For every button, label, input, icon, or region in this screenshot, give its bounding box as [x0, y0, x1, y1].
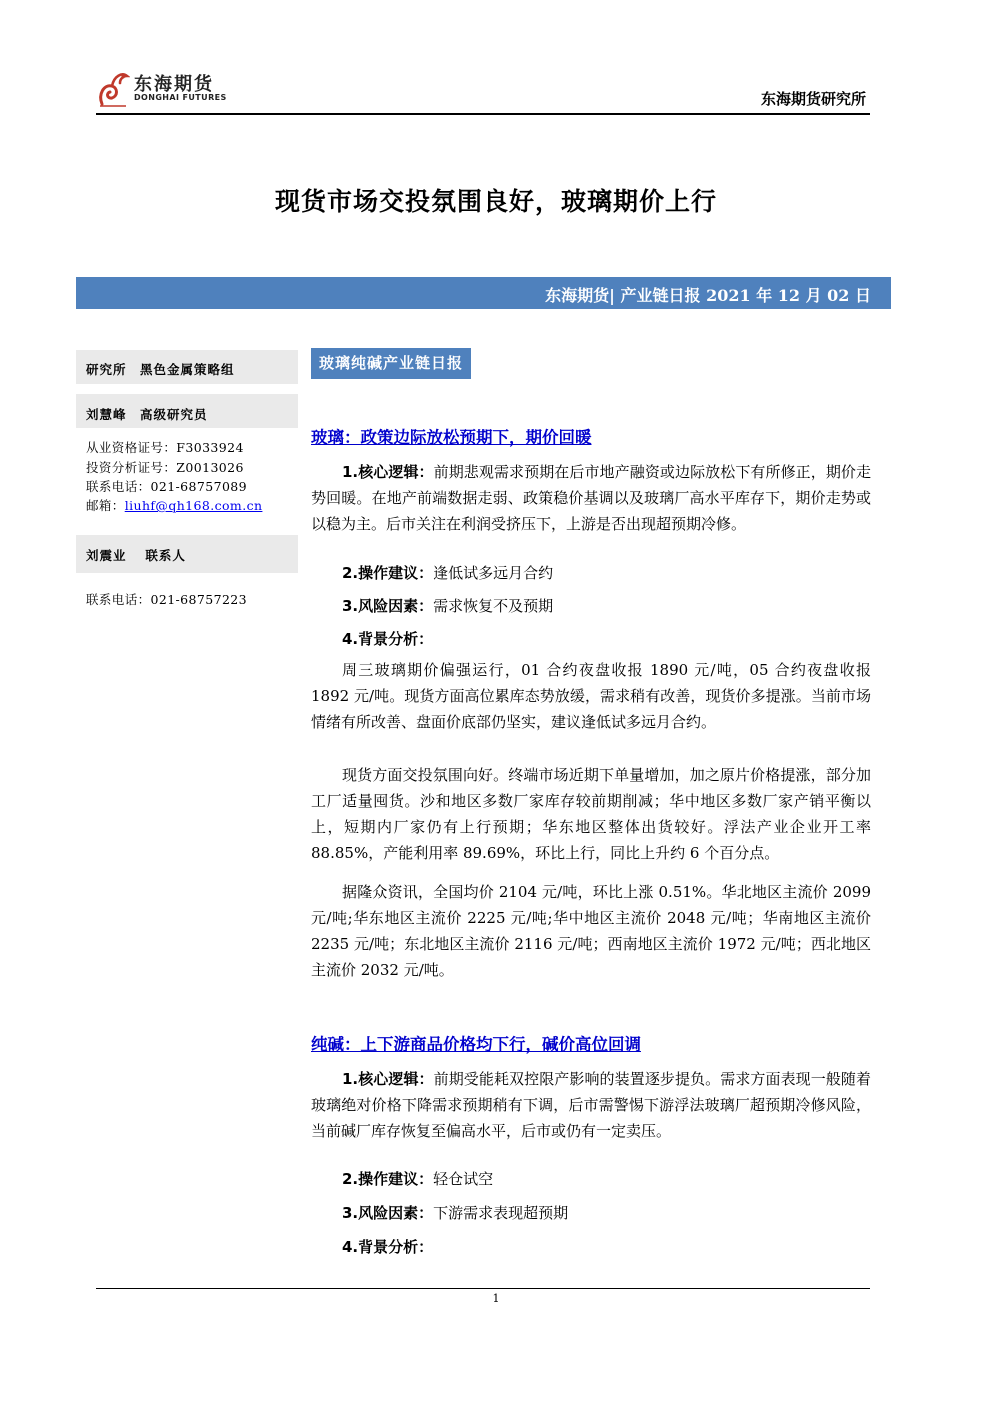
sidebar-phone1: 联系电话：021-68757089	[86, 479, 248, 494]
glass-logic-label: 1.核心逻辑：	[342, 463, 434, 481]
soda-logic-label: 1.核心逻辑：	[342, 1070, 434, 1088]
glass-risk	[342, 595, 553, 616]
soda-section-heading[interactable]: 纯碱：上下游商品价格均下行，碱价高位回调	[311, 1035, 641, 1054]
soda-operation	[342, 1168, 493, 1189]
sidebar-email-label: 邮箱：	[86, 498, 125, 513]
soda-op-text: 轻仓试空	[433, 1170, 494, 1188]
glass-bg-paragraph-1: 周三玻璃期价偏强运行，01 合约夜盘收报 1890 元/吨，05 合约夜盘收报 1892 元/吨。现货方面高位累库态势放缓，需求稍有改善，现货价多提涨。当前市场情绪有所改善、盘面价底部仍坚实，建议逢低试多远月合约。	[311, 661, 871, 731]
report-category-tag: 玻璃纯碱产业链日报	[311, 348, 471, 379]
footer-divider	[96, 1288, 870, 1289]
glass-background	[342, 628, 433, 649]
soda-risk-text: 下游需求表现超预期	[433, 1204, 569, 1222]
glass-logic-text: 前期悲观需求预期在后市地产融资或边际放松下有所修正，期价走势回暖。在地产前端数据走弱、政策稳价基调以及玻璃厂高水平库存下，期价走势或以稳为主。后市关注在利润受挤压下，上游是否出现超预期冷修。	[311, 463, 871, 533]
glass-op-label: 2.操作建议：	[342, 564, 434, 582]
sidebar-phone2: 联系电话：021-68757223	[86, 592, 248, 607]
glass-section-heading[interactable]: 玻璃：政策边际放松预期下，期价回暖	[311, 428, 592, 447]
header-org-name: 东海期货研究所	[760, 90, 866, 108]
sidebar-analyst2-name: 刘震业 联系人	[86, 548, 186, 563]
glass-bg-paragraph-3: 据隆众资讯，全国均价 2104 元/吨，环比上涨 0.51%。华北地区主流价 2099 元/吨;华东地区主流价 2225 元/吨;华中地区主流价 2048 元/吨；华南地区主流价 2235 元/吨；东北地区主流价 2116 元/吨；西南地区主流价 1972 元/吨；西北地区主流价 2032 元/吨。	[311, 883, 871, 979]
glass-bg-label: 4.背景分析：	[342, 630, 434, 648]
soda-op-label: 2.操作建议：	[342, 1170, 434, 1188]
sidebar-dept: 研究所 黑色金属策略组	[86, 362, 235, 377]
glass-bg-paragraph-2: 现货方面交投氛围向好。终端市场近期下单量增加，加之原片价格提涨，部分加工厂适量囤货。沙和地区多数厂家库存较前期削减；华中地区多数厂家产销平衡以上，短期内厂家仍有上行预期；华东地区整体出货较好。浮法产业企业开工率 88.85%，产能利用率 89.69%，环比上行，同比上升约 6 个百分点。	[311, 766, 871, 862]
glass-risk-text: 需求恢复不及预期	[433, 597, 554, 615]
report-banner	[76, 277, 891, 309]
sidebar-cert1: 从业资格证号：F3033924	[86, 440, 244, 455]
soda-risk-label: 3.风险因素：	[342, 1204, 434, 1222]
soda-background	[342, 1236, 433, 1257]
glass-op-text: 逢低试多远月合约	[433, 564, 554, 582]
report-title: 现货市场交投氛围良好，玻璃期价上行	[274, 187, 717, 216]
sidebar-email-link[interactable]: liuhf@qh168.com.cn	[124, 498, 263, 513]
banner-text: 东海期货| 产业链日报 2021 年 12 月 02 日	[545, 286, 871, 305]
sidebar-analyst1-name: 刘慧峰 高级研究员	[86, 407, 208, 422]
sidebar-cert2: 投资分析证号：Z0013026	[86, 460, 244, 475]
dragon-logo-icon	[96, 66, 130, 110]
logo-english-text: DONGHAI FUTURES	[134, 93, 227, 102]
soda-logic-text: 前期受能耗双控限产影响的装置逐步提负。需求方面表现一般随着玻璃绝对价格下降需求预期稍有下调，后市需警惕下游浮法玻璃厂超预期冷修风险，当前碱厂库存恢复至偏高水平，后市或仍有一定卖压。	[311, 1070, 871, 1140]
glass-risk-label: 3.风险因素：	[342, 597, 434, 615]
soda-risk	[342, 1202, 568, 1223]
glass-operation	[342, 562, 553, 583]
soda-bg-label: 4.背景分析：	[342, 1238, 434, 1256]
header-divider	[96, 113, 870, 115]
logo-chinese-text: 东海期货	[134, 74, 214, 95]
glass-core-logic	[311, 459, 871, 537]
soda-core-logic	[311, 1066, 871, 1144]
page-number: 1	[492, 1292, 500, 1305]
company-logo	[96, 66, 236, 110]
sidebar-email-row	[86, 496, 262, 514]
